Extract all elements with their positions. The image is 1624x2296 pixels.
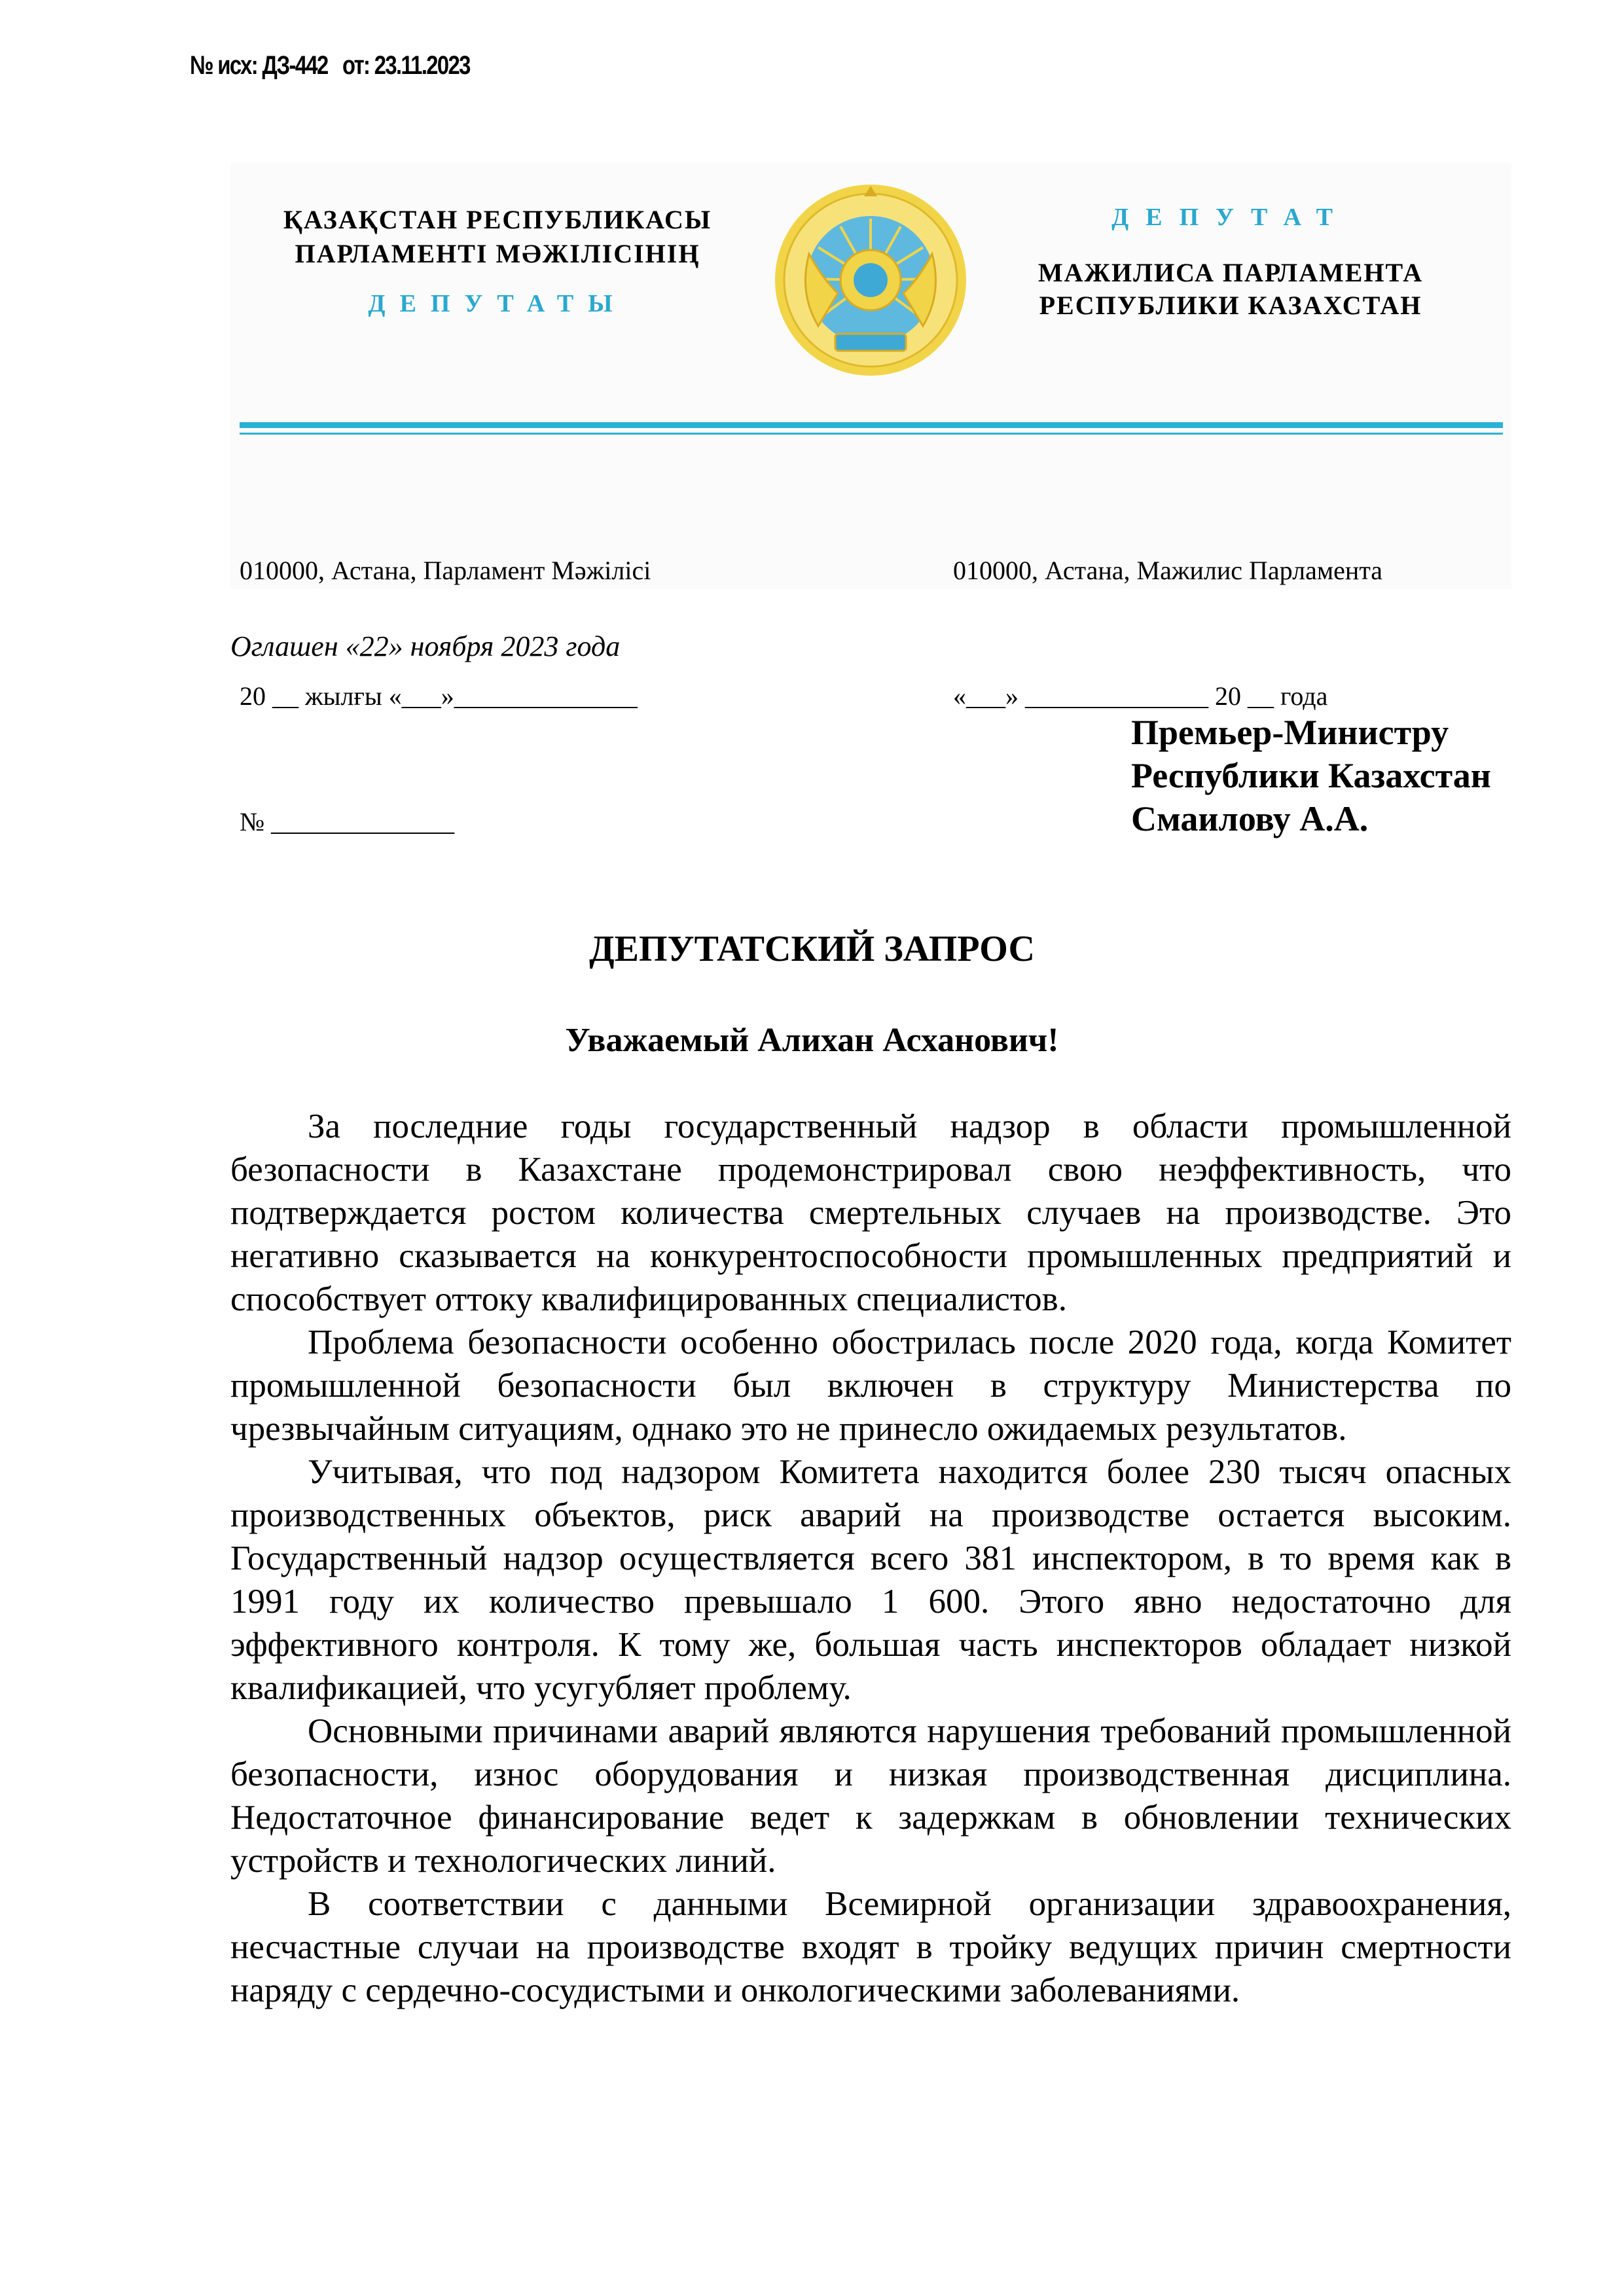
kz-org-name xyxy=(262,203,733,271)
body-paragraph: Проблема безопасности особенно обострилась после 2020 года, когда Комитет промышленной безопасности был включен в структуру Министерства по чрезвычайным ситуациям, однако это не принесло ожидаемых результатов. xyxy=(230,1323,1511,1448)
addressee-line3: Смаилову А.А. xyxy=(1131,799,1369,838)
announced-date: Оглашен «22» ноября 2023 года xyxy=(230,630,621,662)
ru-org-name xyxy=(1001,257,1460,322)
ru-deputy-label: ДЕПУТАТ xyxy=(1111,204,1350,231)
addressee-line2: Республики Казахстан xyxy=(1131,756,1491,795)
document-title: ДЕПУТАТСКИЙ ЗАПРОС xyxy=(589,929,1035,969)
kz-address: 010000, Астана, Парламент Мәжілісі xyxy=(240,556,651,585)
ru-org-line2: РЕСПУБЛИКИ КАЗАХСТАН xyxy=(1039,291,1422,320)
salutation: Уважаемый Алихан Асханович! xyxy=(565,1022,1059,1059)
ru-address: 010000, Астана, Мажилис Парламента xyxy=(953,556,1383,585)
body-paragraph: Основными причинами аварий являются нарушения требований промышленной безопасности, износ оборудования и низкая производственная дисциплина. Недостаточное финансирование ведет к задержкам в обновлении технических устройств и технологических линий. xyxy=(230,1712,1511,1880)
body-paragraph: Учитывая, что под надзором Комитета находится более 230 тысяч опасных производственных объектов, риск аварий на производстве остается высоким. Государственный надзор осуществляется всего 381 инспектором, в то время как в 1991 году их количество превышало 1 600. Этого явно недостаточно для эффективного контроля. К тому же, большая часть инспекторов обладает низкой квалификацией, что усугубляет проблему. xyxy=(230,1453,1511,1707)
kz-org-line1: ҚАЗАҚСТАН РЕСПУБЛИКАСЫ xyxy=(283,205,712,234)
outgoing-number: № исх: ДЗ-442 от: 23.11.2023 xyxy=(190,51,470,80)
ru-org-line1: МАЖИЛИСА ПАРЛАМЕНТА xyxy=(1038,258,1424,287)
ru-date-line: «___» ______________ 20 __ года xyxy=(953,681,1328,711)
addressee-line1: Премьер-Министру xyxy=(1131,713,1449,752)
kz-address-block xyxy=(240,466,651,885)
kz-org-line2: ПАРЛАМЕНТІ МӘЖІЛІСІНІҢ xyxy=(295,239,700,268)
kz-deputies-label: ДЕПУТАТЫ xyxy=(368,290,627,317)
header-divider-thick xyxy=(240,422,1503,428)
addressee-block xyxy=(1131,711,1491,840)
document-body xyxy=(230,1105,1511,2012)
kz-number-line: № ______________ xyxy=(240,807,455,836)
header-divider-thin xyxy=(240,433,1503,435)
kz-date-line: 20 __ жылғы «___»______________ xyxy=(240,681,638,711)
body-paragraph: За последние годы государственный надзор в области промышленной безопасности в Казахстане продемонстрировал свою неэффективность, что подтверждается ростом количества смертельных случаев на производстве. Это негативно сказывается на конкурентоспособности промышленных предприятий и способствует оттоку квалифицированных специалистов. xyxy=(230,1107,1511,1318)
body-paragraph: В соответствии с данными Всемирной организации здравоохранения, несчастные случаи на производстве входят в тройку ведущих причин смертности наряду с сердечно-сосудистыми и онкологическими заболеваниями. xyxy=(230,1885,1511,2009)
state-emblem-icon xyxy=(772,182,969,378)
